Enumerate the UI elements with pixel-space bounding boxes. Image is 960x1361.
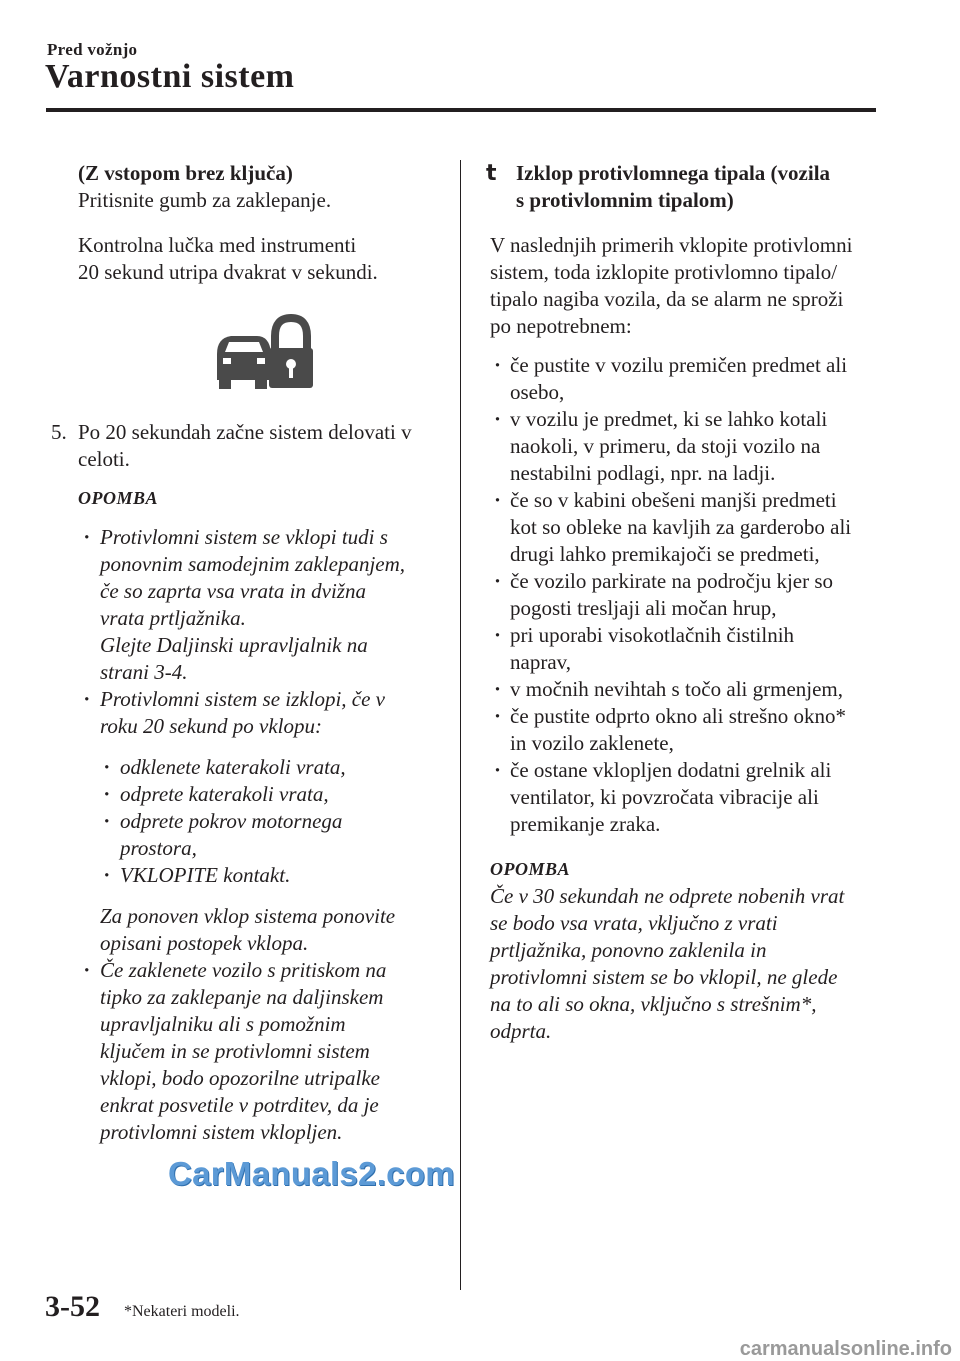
note-line: Za ponoven vklop sistema ponovite [100,904,396,928]
sub-item: prostora, [120,836,197,860]
watermark-logo: CarManuals2.com [168,1155,455,1192]
intro-line: sistem, toda izklopite protivlomno tipalo/ [490,260,838,284]
step-5 [51,419,448,473]
list-line: · če ostane vklopljen dodatni grelnik ali [510,758,832,782]
intro-paragraph [490,232,885,340]
list-line: · v močnih nevihtah s točo ali grmenjem, [510,677,844,701]
section-label: Pred vožnjo [47,40,138,59]
list-item [490,352,885,406]
note-bullet [80,524,448,686]
note-line: protivlomni sistem vklopljen. [100,1120,343,1144]
note-line: roku 20 sekund po vklopu: [100,714,322,738]
note-line: če so zaprta vsa vrata in dvižna [100,579,366,603]
note-line: ključem in se protivlomni sistem [100,1039,370,1063]
sub-bullet [100,754,448,781]
sub-bullet [100,862,448,889]
note-line: upravljalniku ali s pomožnim [100,1012,346,1036]
list-item [490,568,885,622]
keyless-subheading: (Z vstopom brez ključa) [78,161,293,185]
section-title: Varnostni sistem [45,58,295,95]
note-line: ponovnim samodejnim zaklepanjem, [100,552,406,576]
conditions-list [490,352,885,838]
list-line: nestabilni podlagi, npr. na ladji. [510,461,776,485]
step-number: 5. [51,420,67,444]
note-label: OPOMBA [490,859,571,879]
note-line: enkrat posvetile v potrditev, da je [100,1093,379,1117]
list-item [490,622,885,676]
step-text-line: Po 20 sekundah začne sistem delovati v [78,420,412,444]
list-line: · če so v kabini obešeni manjši predmeti [510,488,837,512]
indicator-text-line: Kontrolna lučka med instrumenti [78,233,357,257]
list-item [490,406,885,487]
list-item [490,676,885,703]
sub-item: · VKLOPITE kontakt. [120,863,291,887]
note-line: prtljažnika, ponovno zaklenila in [490,938,767,962]
note-paragraph [490,883,885,1045]
list-line: naokoli, v primeru, da stoji vozilo na [510,434,821,458]
sub-item: · odprete katerakoli vrata, [120,782,329,806]
site-credit: carmanualsonline.info [739,1338,952,1360]
note-label: OPOMBA [78,488,159,508]
note-line: · Če zaklenete vozilo s pritiskom na [100,958,387,982]
note-line: · Protivlomni sistem se vklopi tudi s [100,525,388,549]
section-marker-icon: t [486,161,497,186]
list-line: drugi lahko premikajoči se predmeti, [510,542,820,566]
note-line: Če v 30 sekundah ne odprete nobenih vrat [490,884,845,908]
footnote: *Nekateri modeli. [124,1303,240,1320]
note-line: vrata prtljažnika. [100,606,246,630]
note-line: protivlomni sistem se bo vklopil, ne glede [490,965,838,989]
sub-bullet [100,808,448,862]
intro-line: V naslednjih primerih vklopite protivlomni [490,233,853,257]
list-item [490,487,885,568]
list-line: kot so obleke na kavljih za garderobo ali [510,515,852,539]
note-bullet [80,957,448,1146]
heading-line: s protivlomnim tipalom) [516,188,734,212]
left-column [51,160,448,1146]
indicator-text-line: 20 sekund utripa dvakrat v sekundi. [78,260,378,284]
list-line: · če pustite odprto okno ali strešno okno* [510,704,846,728]
security-indicator-figure [78,314,448,397]
list-item [490,757,885,838]
note-bullet [80,686,448,740]
sensor-heading [486,160,885,214]
press-lock-instruction: Pritisnite gumb za zaklepanje. [78,188,332,212]
repeat-instruction [80,903,448,957]
right-column [486,160,885,1045]
note-line: tipko za zaklepanje na daljinskem [100,985,384,1009]
list-line: in vozilo zaklenete, [510,731,674,755]
note-line: vklopi, bodo opozorilne utripalke [100,1066,380,1090]
sub-item: · odklenete katerakoli vrata, [120,755,346,779]
intro-line: tipalo nagiba vozila, da se alarm ne sproži [490,287,844,311]
car-lock-icon [213,314,313,390]
list-line: · v vozilu je predmet, ki se lahko kotali [510,407,828,431]
header-divider [46,108,876,112]
sub-item: · odprete pokrov motornega [120,809,343,833]
page-number: 3-52 [45,1290,100,1323]
list-line: naprav, [510,650,572,674]
note-line: opisani postopek vklopa. [100,931,309,955]
list-line: pogosti tresljaji ali močan hrup, [510,596,777,620]
note-line: strani 3-4. [100,660,188,684]
note-line: odprta. [490,1019,552,1043]
list-line: premikanje zraka. [510,812,661,836]
note-line: na to ali so okna, vključno s strešnim*, [490,992,817,1016]
list-line: · če pustite v vozilu premičen predmet ali [510,353,848,377]
note-line: · Protivlomni sistem se izklopi, če v [100,687,385,711]
list-line: ventilator, ki povzročata vibracije ali [510,785,819,809]
step-text-line: celoti. [78,447,130,471]
list-line: · če vozilo parkirate na področju kjer so [510,569,834,593]
note-line: se bodo vsa vrata, vključno z vrati [490,911,778,935]
list-item [490,703,885,757]
list-line: · pri uporabi visokotlačnih čistilnih [510,623,795,647]
column-divider [460,160,461,1290]
intro-line: po nepotrebnem: [490,314,632,338]
note-line: Glejte Daljinski upravljalnik na [100,633,368,657]
sub-bullet [100,781,448,808]
heading-line: Izklop protivlomnega tipala (vozila [516,161,831,185]
list-line: osebo, [510,380,565,404]
